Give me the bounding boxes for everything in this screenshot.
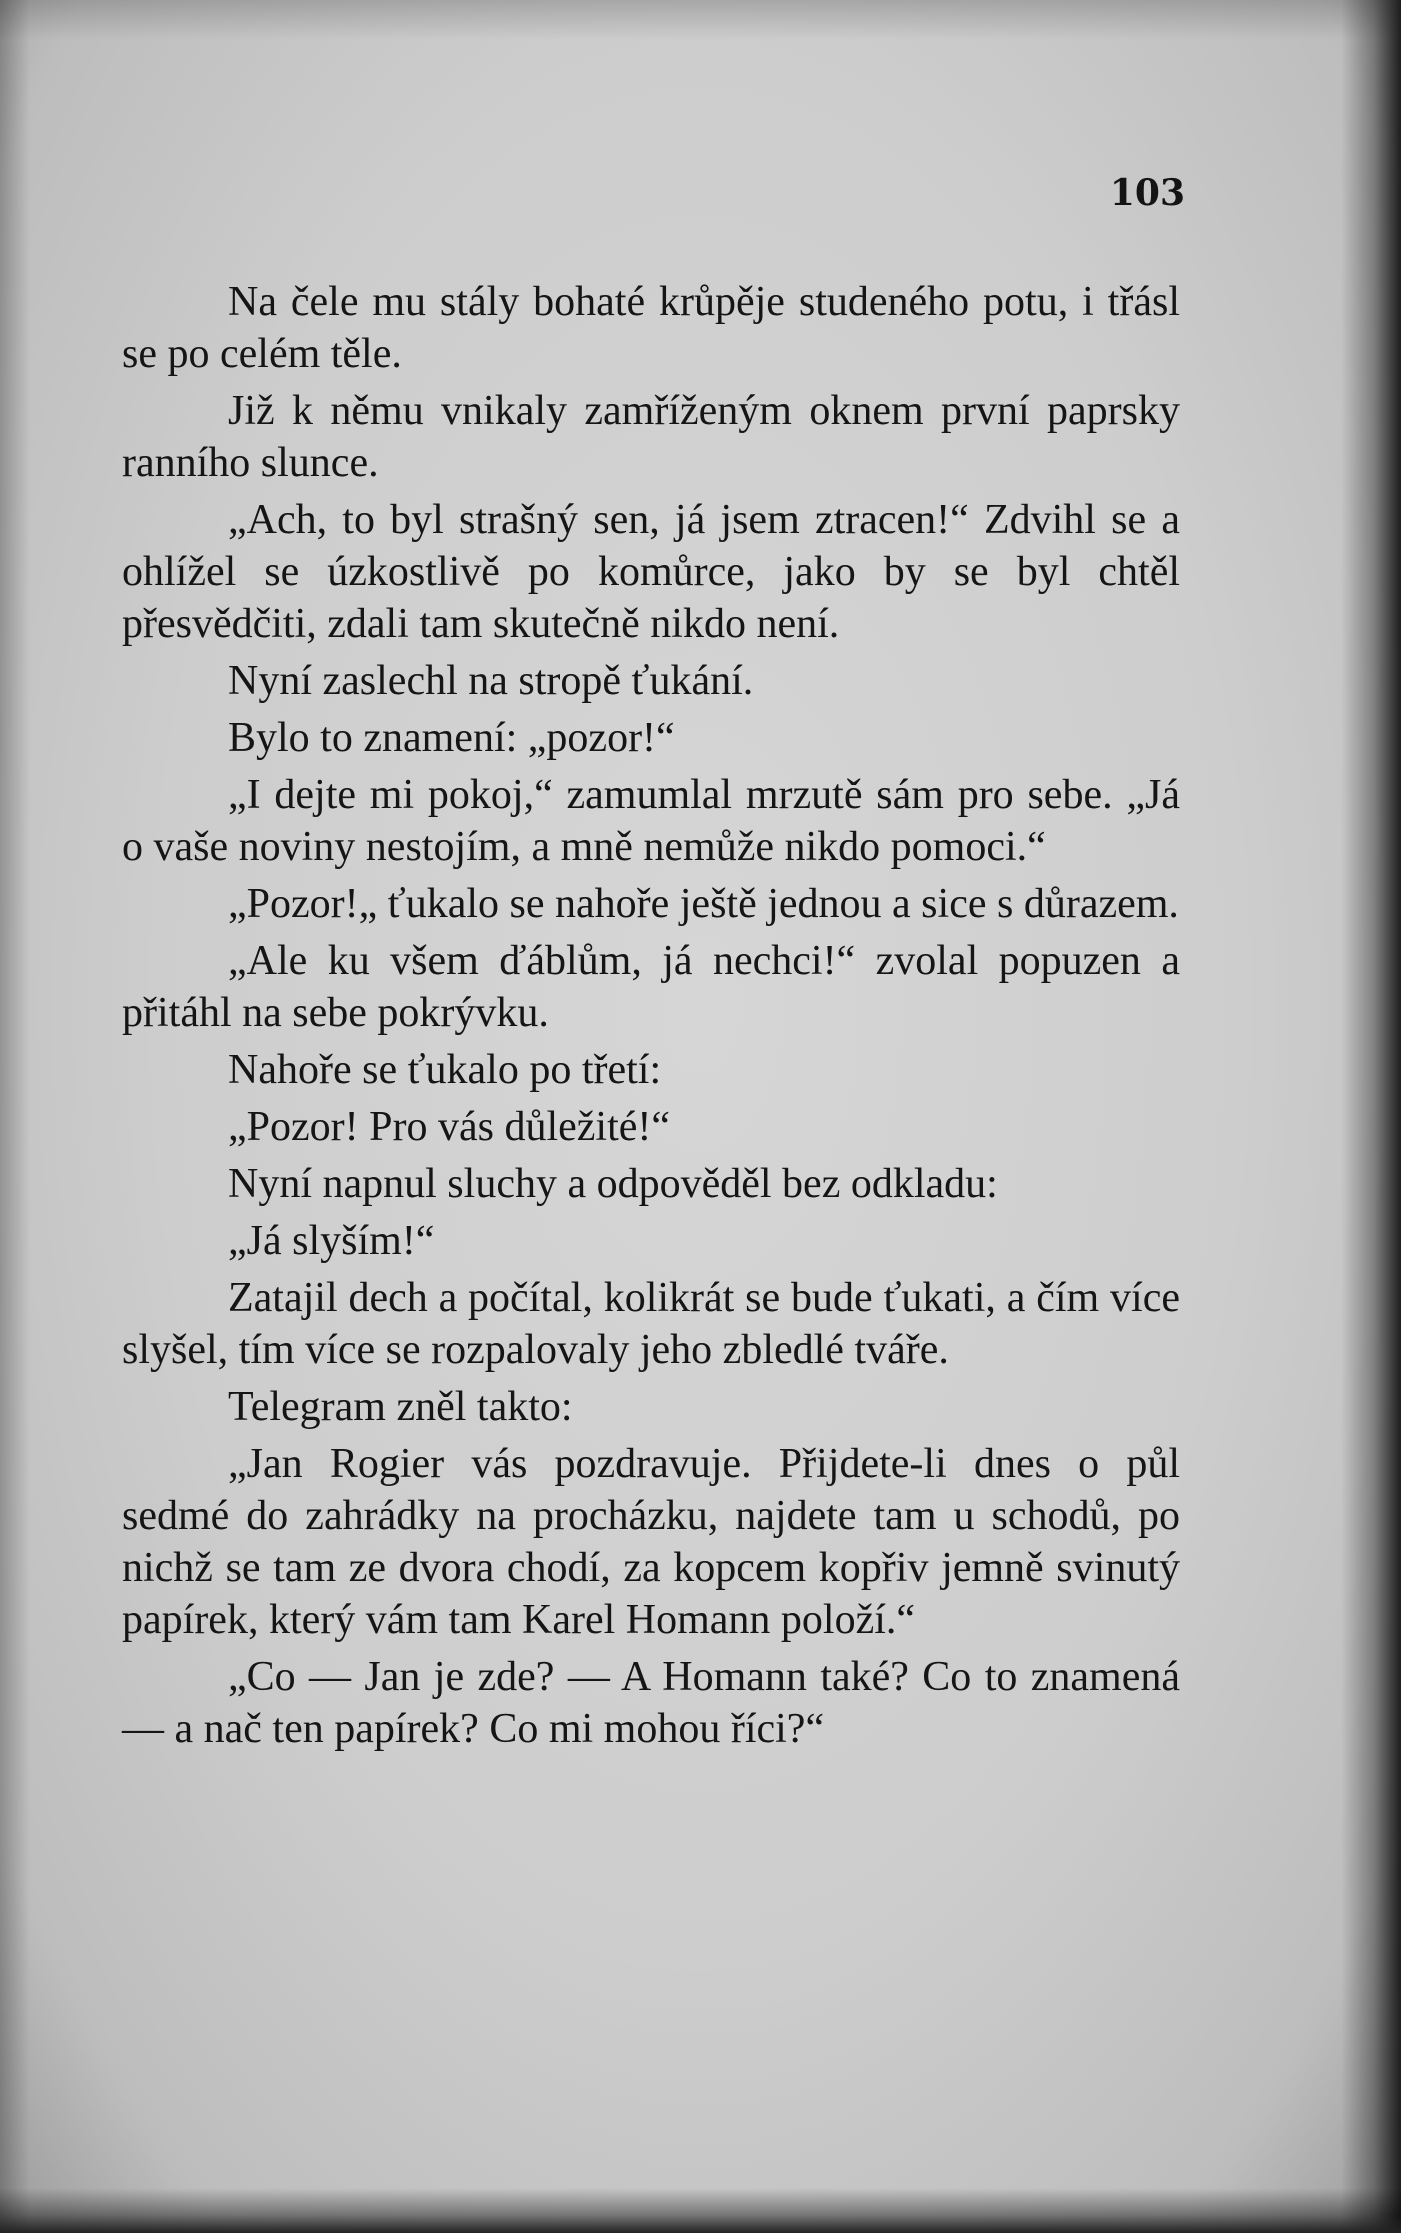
scan-shadow-right — [1341, 0, 1401, 2233]
page-number: 103 — [1109, 172, 1185, 214]
paragraph: Nyní zaslechl na stropě ťukání. — [228, 658, 754, 704]
paragraph: Telegram zněl takto: — [228, 1384, 573, 1430]
paragraph: Na čele mu stály bohaté krůpěje studeného potu, i třásl se po celém těle. — [122, 279, 1180, 377]
paragraph: „Jan Rogier vás pozdravuje. Přijdete-li dnes o půl sedmé do zahrádky na procházku, najdete tam u schodů, po nichž se tam ze dvora chodí, za kopcem kopřiv jemně svinutý papírek, který vám tam Karel Homann položí.“ — [122, 1441, 1180, 1643]
paragraph: „Já slyším!“ — [228, 1218, 435, 1264]
paragraph: Nahoře se ťukalo po třetí: — [228, 1047, 662, 1093]
paragraph: „Co — Jan je zde? — A Homann také? Co to znamená — a nač ten papírek? Co mi mohou říci?“ — [122, 1654, 1180, 1752]
paragraph: Zatajil dech a počítal, kolikrát se bude ťukati, a čím více slyšel, tím více se rozpalovaly jeho zbledlé tváře. — [122, 1275, 1180, 1373]
scan-shadow-top — [0, 0, 1401, 40]
body-text — [122, 276, 1180, 1755]
paragraph: Bylo to znamení: „pozor!“ — [228, 715, 675, 761]
paragraph: „Pozor! Pro vás důležité!“ — [228, 1104, 671, 1150]
paragraph: Nyní napnul sluchy a odpověděl bez odkladu: — [228, 1161, 998, 1207]
paragraph: „I dejte mi pokoj,“ zamumlal mrzutě sám pro sebe. „Já o vaše noviny nestojím, a mně nemůže nikdo pomoci.“ — [122, 772, 1180, 870]
paragraph: Již k němu vnikaly zamříženým oknem první paprsky ranního slunce. — [122, 388, 1180, 486]
scan-shadow-bottom — [0, 2188, 1401, 2233]
paragraph: „Ach, to byl strašný sen, já jsem ztracen!“ Zdvihl se a ohlížel se úzkostlivě po komůrce, jako by se byl chtěl přesvědčiti, zdali tam skutečně nikdo není. — [122, 497, 1180, 647]
scan-shadow-left — [0, 0, 30, 2233]
paragraph: „Ale ku všem ďáblům, já nechci!“ zvolal popuzen a přitáhl na sebe pokrývku. — [122, 938, 1180, 1036]
paragraph: „Pozor!„ ťukalo se nahoře ještě jednou a sice s důrazem. — [228, 881, 1179, 927]
